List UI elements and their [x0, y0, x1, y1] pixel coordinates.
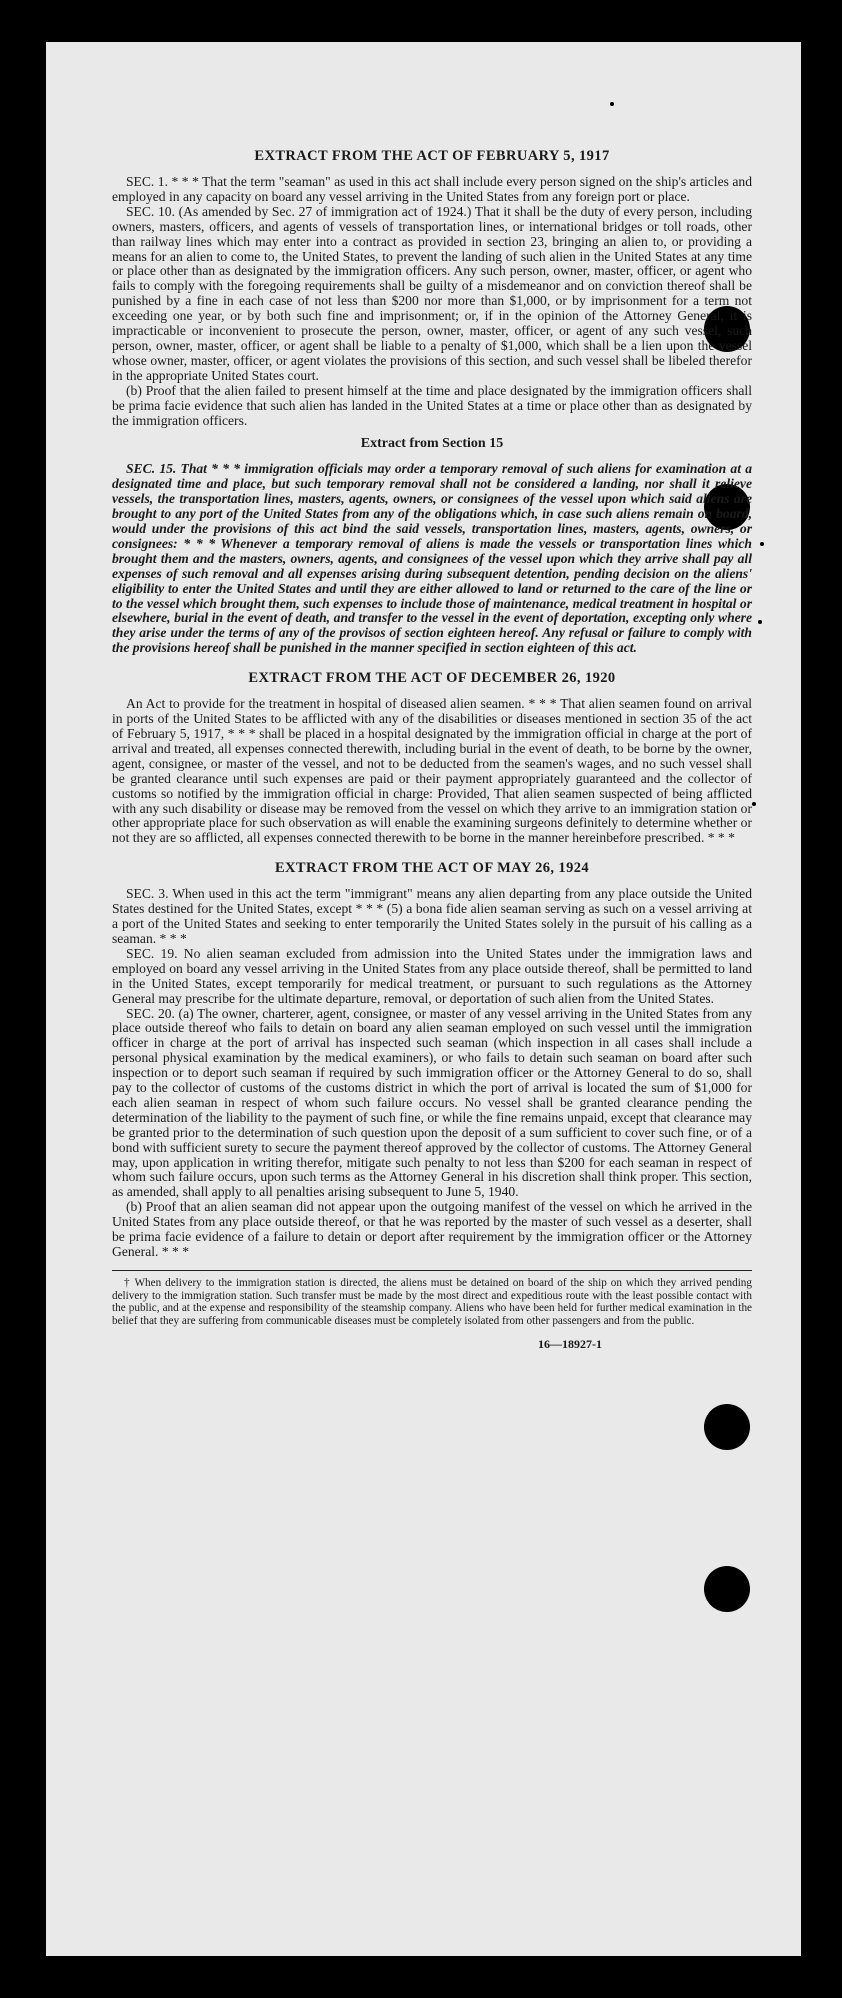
paragraph: SEC. 20. (a) The owner, charterer, agent, consignee, or master of any vessel arriving in the United States from any place outside thereof who fails to detain on board any alien seaman employed on such vessel until the immigration officer in charge at the port of arrival has inspected such seaman (which inspection in all cases shall include a personal physical examination by the medical examiners), or who fails to detain such seaman on board after such inspection or to deport such seaman if required by such immigration officer or the Attorney General to do so, shall pay to the collector of customs of the customs district in which the port of arrival is located the sum of $1,000 for each alien seaman in respect of whom such failure occurs. No vessel shall be granted clearance pending the determination of the liability to the payment of such fine, or while the fine remains unpaid, except that clearance may be granted prior to the determination of such question upon the deposit of a sum sufficient to cover such fine, or of a bond with sufficient surety to secure the payment thereof approved by the collector of customs. The Attorney General may, upon application in writing therefor, mitigate such penalty to not less than $200 for each seaman in respect of whom such failure occurs, upon such terms as the Attorney General in his discretion shall think proper. This section, as amended, shall apply to all penalties arising subsequent to June 5, 1940.	[112, 1005, 752, 1200]
document-number: 16—18927-1	[538, 1337, 602, 1352]
section-heading: EXTRACT FROM THE ACT OF FEBRUARY 5, 1917	[254, 148, 610, 164]
paragraph: SEC. 19. No alien seaman excluded from admission into the United States under the immigration laws and employed on board any vessel arriving in the United States from any place outside thereof, shall be permitted to land in the United States, except temporarily for medical treatment, or pursuant to such regulations as the Attorney General may prescribe for the ultimate departure, removal, or deportation of such alien from the United States.	[112, 945, 752, 1006]
paragraph: (b) Proof that an alien seaman did not appear upon the outgoing manifest of the vessel on which he arrived in the United States from any place outside thereof, or that he was reported by the master of such vessel as a deserter, shall be prima facie evidence of a failure to detain or deport after requirement by the immigration officer or the Attorney General. * * *	[112, 1199, 752, 1259]
section-heading: EXTRACT FROM THE ACT OF MAY 26, 1924	[274, 860, 590, 877]
paragraph: SEC. 3. When used in this act the term "immigrant" means any alien departing from any place outside the United States destined for the United States, except * * * (5) a bona fide alien seaman serving as such on a vessel arriving at a port of the United States and seeking to enter temporarily the United States solely in the pursuit of his calling as a seaman. * * *	[112, 886, 752, 946]
section-act-1920	[112, 670, 752, 846]
speck	[758, 620, 762, 624]
section-subheading: Extract from Section 15	[360, 436, 504, 452]
speck	[610, 102, 614, 106]
paragraph: (b) Proof that the alien failed to present himself at the time and place designated by the immigration officers shall be prima facie evidence that such alien has landed in the United States at a time or place other than as designated by the immigration officers.	[112, 382, 752, 428]
paragraph: An Act to provide for the treatment in hospital of diseased alien seamen. * * * That alien seamen found on arrival in ports of the United States to be afflicted with any of the disabilities or diseases mentioned in section 35 of the act of February 5, 1917, * * * shall be placed in a hospital designated by the immigration official in charge at the port of arrival and treated, all expenses connected therewith, including burial in the event of death, to be borne by the owner, agent, consignee, or master of the vessel, and not to be deducted from the seamen's wages, and no such vessel shall be granted clearance until such expenses are paid or their payment appropriately guaranteed and the collector of customs so notified by the immigration official in charge: Provided, That alien seamen suspected of being afflicted with any such disability or disease may be removed from the vessel on which they arrive to an immigration station or other appropriate place for such observation as will enable the examining surgeons definitely to determine whether or not they are so afflicted, all expenses connected therewith to be borne in the manner hereinbefore prescribed. * * *	[112, 696, 752, 846]
footnote: † When delivery to the immigration station is directed, the aliens must be detained on board of the ship on which they arrived pending delivery to the immigration station. Such transfer must be made by the most direct and expeditious route with the least possible contact with the public, and at the expense and responsibility of the steamship company. Aliens who have been held for further medical examination in the belief that they are suffering from communicable diseases must be completely isolated from other passengers and from the public.	[112, 1276, 752, 1327]
speck	[752, 802, 756, 806]
section-act-1924	[112, 860, 752, 1260]
footnote-divider	[112, 1270, 752, 1271]
document-body	[112, 148, 752, 1352]
document-page	[46, 42, 801, 1956]
section-act-1917	[112, 148, 752, 428]
section-heading: EXTRACT FROM THE ACT OF DECEMBER 26, 1920	[248, 670, 616, 687]
speck	[760, 542, 764, 546]
paragraph: SEC. 15. That * * * immigration officials may order a temporary removal of such aliens for examination at a designated time and place, but such temporary removal shall not be considered a landing, nor shall it relieve vessels, the transportation lines, masters, agents, owners, or consignees of the vessel upon which said aliens are brought to any port of the United States from any of the obligations which, in case such aliens remain on board, would under the provisions of this act bind the said vessels, transportation lines, masters, agents, owners, or consignees: * * * Whenever a temporary removal of aliens is made the vessels or transportation lines which brought them and the masters, owners, agents, and consignees of the vessel upon which they arrive shall pay all expenses of such removal and all expenses arising during subsequent detention, pending decision on the aliens' eligibility to enter the United States and until they are either allowed to land or returned to the care of the line or to the vessel which brought them, such expenses to include those of maintenance, medical treatment in hospital or elsewhere, burial in the event of death, and transfer to the vessel in the event of deportation, excepting only where they arise under the terms of any of the provisos of section eighteen hereof. Any refusal or failure to comply with the provisions hereof shall be punished in the manner specified in section eighteen of this act.	[112, 461, 752, 656]
paragraph: SEC. 10. (As amended by Sec. 27 of immigration act of 1924.) That it shall be the duty of every person, including owners, masters, officers, and agents of vessels of transportation lines, or international bridges or toll roads, other than railway lines which may enter into a contract as provided in section 23, bringing an alien to, or providing a means for an alien to come to, the United States, to prevent the landing of such alien in the United States at any time or place other than as designated by the immigration officers. Any such person, owner, master, officer, or agent who fails to comply with the foregoing requirements shall be guilty of a misdemeanor and on conviction thereof shall be punished by a fine in each case of not less than $200 nor more than $1,000, or by imprisonment for a term not exceeding one year, or by both such fine and imprisonment; or, if in the opinion of the Attorney General, it is impracticable or inconvenient to prosecute the person, owner, master, officer, or agent of any such vessel, such person, owner, master, officer, or agent shall be liable to a penalty of $1,000, which shall be a lien upon the vessel whose owner, master, officer, or agent violates the provisions of this section, and such vessel shall be libeled therefor in the appropriate United States court.	[112, 203, 752, 383]
section-extract-15	[112, 436, 752, 656]
paragraph: SEC. 1. * * * That the term "seaman" as used in this act shall include every person signed on the ship's articles and employed in any capacity on board any vessel arriving in the United States from any foreign port or place.	[112, 174, 752, 204]
punch-hole	[704, 1404, 750, 1450]
punch-hole	[704, 1566, 750, 1612]
